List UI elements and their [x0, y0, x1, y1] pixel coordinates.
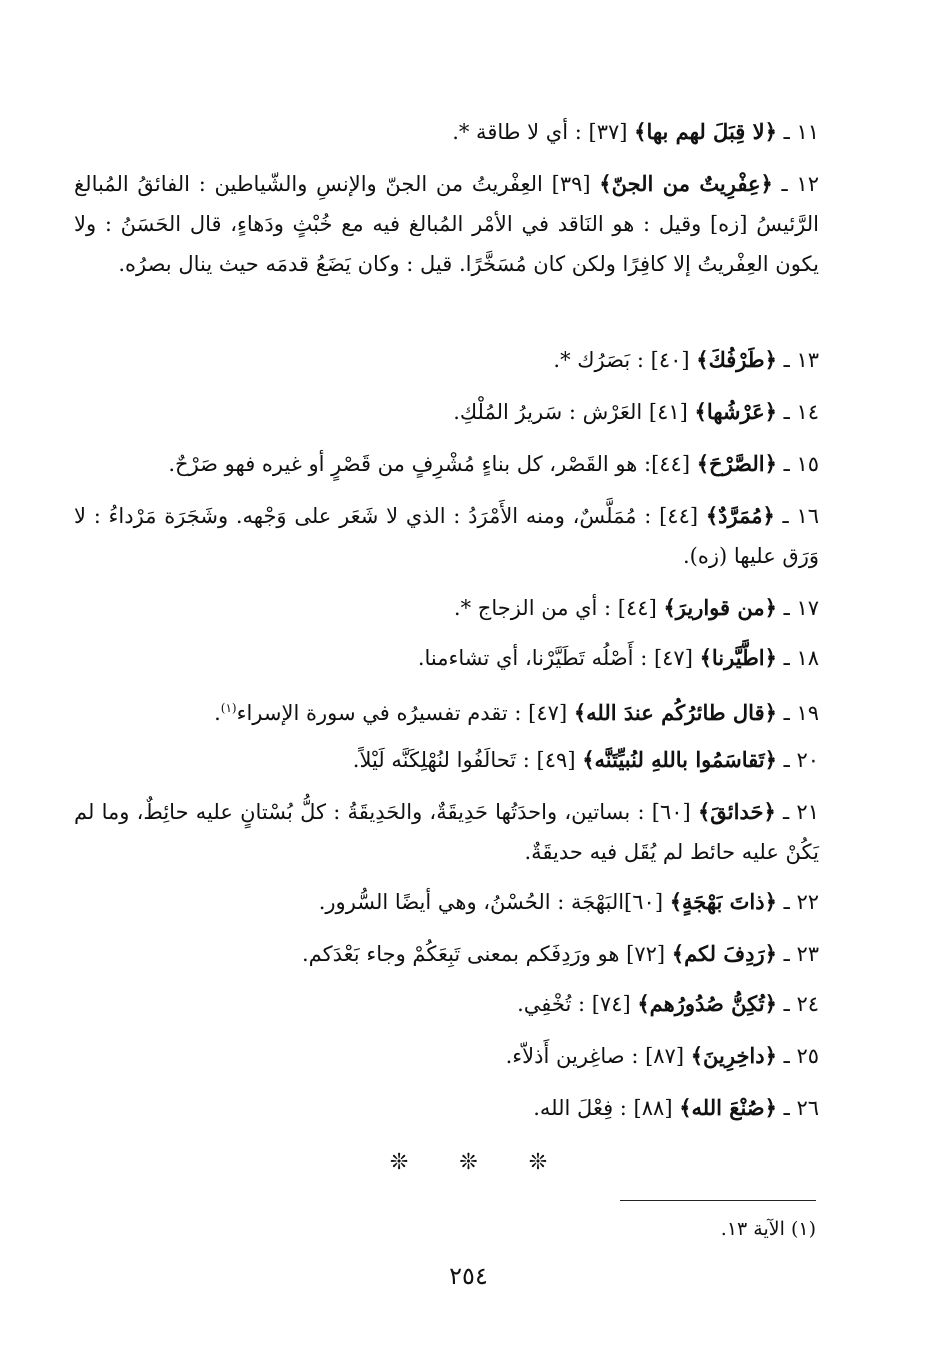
- entry-text: [٧٢] هو ورَدِفَكم بمعنى تَبِعَكُمْ وجاء بَعْدَكم.: [302, 942, 666, 966]
- footnote-reference: (١): [220, 701, 237, 715]
- entry-number: ٢٦ ـ: [783, 1096, 819, 1120]
- entry-17: [74, 588, 819, 628]
- entry-keyword: ﴿عَرْشُها﴾: [694, 399, 777, 424]
- entry-text: [٣٧] : أي لا طاقة *.: [452, 120, 628, 144]
- entry-keyword: ﴿حَدائقَ﴾: [697, 799, 776, 824]
- entry-22: [74, 882, 819, 922]
- entry-text-tail: .: [214, 701, 221, 725]
- page-number: ٢٥٤: [449, 1262, 488, 1290]
- entry-keyword: ﴿مُمَرَّدٌ﴾: [705, 503, 775, 528]
- entry-keyword: ﴿ذاتَ بَهْجَةٍ﴾: [669, 889, 777, 914]
- entry-15: [74, 444, 819, 484]
- entry-11: [74, 112, 819, 152]
- entry-18: [74, 638, 819, 678]
- entry-21: [74, 792, 819, 872]
- entry-number: ٢٢ ـ: [783, 890, 819, 914]
- entry-number: ١٨ ـ: [783, 646, 819, 670]
- entry-keyword: ﴿تُكِنُّ صُدُورُهم﴾: [637, 991, 777, 1016]
- entry-keyword: ﴿طَرْفُكَ﴾: [696, 347, 777, 372]
- section-separator: [0, 1150, 937, 1175]
- entry-text: [٤٤]: هو القَصْر، كل بناءٍ مُشْرِفٍ من قَصْرٍ أو غيره فهو صَرْحٌ.: [168, 452, 691, 476]
- entry-number: ١٧ ـ: [783, 596, 819, 620]
- entry-text: [٤٠] : بَصَرُك *.: [553, 348, 690, 372]
- entry-keyword: ﴿صُنْعَ الله﴾: [679, 1095, 777, 1120]
- footnote-text: الآية ١٣.: [720, 1218, 785, 1240]
- entry-keyword: ﴿داخِرِينَ﴾: [690, 1043, 777, 1068]
- entry-keyword: ﴿لا قِبَلَ لهم بها﴾: [634, 119, 777, 144]
- entry-text: [٤١] العَرْش : سَريرُ المُلْكِ.: [453, 400, 688, 424]
- entry-text: [٨٧] : صاغِرين أَذلاّء.: [505, 1044, 685, 1068]
- footnote-divider: [620, 1200, 816, 1201]
- entry-text: [٤٧] : أَصْلُه تَطَيَّرْنا، أي تشاءمنا.: [417, 646, 693, 670]
- entry-number: ١٦ ـ: [782, 504, 819, 528]
- entry-16: [74, 496, 819, 576]
- entry-number: ١٤ ـ: [783, 400, 819, 424]
- asterism-icon: ❊: [459, 1150, 478, 1175]
- entry-25: [74, 1036, 819, 1076]
- entry-26: [74, 1088, 819, 1128]
- entry-number: ١١ ـ: [783, 120, 819, 144]
- entry-number: ١٩ ـ: [783, 701, 819, 725]
- entry-text: [٨٨] : فِعْلَ الله.: [533, 1096, 673, 1120]
- entry-text: [٣٩] العِفْريتُ من الجنّ والإنسِ والشّياطين : الفائقُ المُبالغ الرَّئيسُ [زه] وقيل : هو النَاقد في الأمْر المُبالغ فيه مع خُبْثٍ ودَهاءٍ، قال الحَسَنُ : ولا يكون العِفْريتُ إلا كافِرًا ولكن كان مُسَخَّرًا. قيل : وكان يَضَعُ قدمَه حيث ينال بصرُه.: [74, 172, 819, 276]
- entry-number: ٢٠ ـ: [783, 748, 819, 772]
- entry-text: [٤٤] : أي من الزجاج *.: [453, 596, 657, 620]
- footnote-marker: (١): [790, 1218, 816, 1240]
- asterism-icon: ❊: [389, 1150, 409, 1175]
- asterism-icon: ❊: [528, 1150, 548, 1175]
- entry-number: ٢٣ ـ: [783, 942, 819, 966]
- entry-keyword: ﴿اطَّيَّرنا﴾: [699, 645, 777, 670]
- entry-19: [74, 688, 819, 733]
- entry-number: ٢٥ ـ: [783, 1044, 819, 1068]
- entry-text: [٤٩] : تَحالَفُوا لنُهْلِكَنَّه لَيْلاً.: [352, 748, 576, 772]
- entry-text: [٦٠] : بساتين، واحدَتُها حَدِيقَةٌ، والحَدِيقَةُ : كلُّ بُسْتانٍ عليه حائِطٌ، وما لم يَكُنْ عليه حائط لم يُقَل فيه حديقَةٌ.: [74, 800, 819, 864]
- entry-text: [٦٠]البَهْجَة : الحُسْنُ، وهي أيضًا السُّرور.: [318, 890, 664, 914]
- entry-text: [٤٤] : مُمَلَّسٌ، ومنه الأَمْرَدُ : الذي لا شَعَر على وَجْهه. وشَجَرَة مَرْداءُ : لا وَرَق عليها (زه).: [74, 504, 819, 568]
- entry-number: ١٥ ـ: [783, 452, 819, 476]
- entry-keyword: ﴿من قواريرَ﴾: [663, 595, 777, 620]
- entry-20: [74, 740, 819, 780]
- entry-number: ٢٤ ـ: [783, 992, 819, 1016]
- entry-keyword: ﴿رَدِفَ لكم﴾: [671, 941, 777, 966]
- entry-14: [74, 392, 819, 432]
- entry-number: ١٣ ـ: [783, 348, 819, 372]
- entry-text: [٧٤] : تُخْفِي.: [517, 992, 631, 1016]
- entry-keyword: ﴿عِفْرِيتٌ من الجنّ﴾: [599, 171, 773, 196]
- entry-text: [٤٧] : تقدم تفسيرُه في سورة الإسراء: [236, 701, 568, 725]
- entry-number: ١٢ ـ: [781, 172, 819, 196]
- entry-24: [74, 984, 819, 1024]
- entry-keyword: ﴿تَقاسَمُوا باللهِ لنُبيِّتَنَّه﴾: [582, 747, 777, 772]
- entry-number: ٢١ ـ: [783, 800, 819, 824]
- entry-keyword: ﴿الصَّرْحَ﴾: [696, 451, 777, 476]
- entry-13: [74, 340, 819, 380]
- entry-12: [74, 164, 819, 284]
- entry-23: [74, 934, 819, 974]
- entry-keyword: ﴿قال طائرُكُم عندَ الله﴾: [573, 700, 777, 725]
- footnote: [721, 1212, 816, 1246]
